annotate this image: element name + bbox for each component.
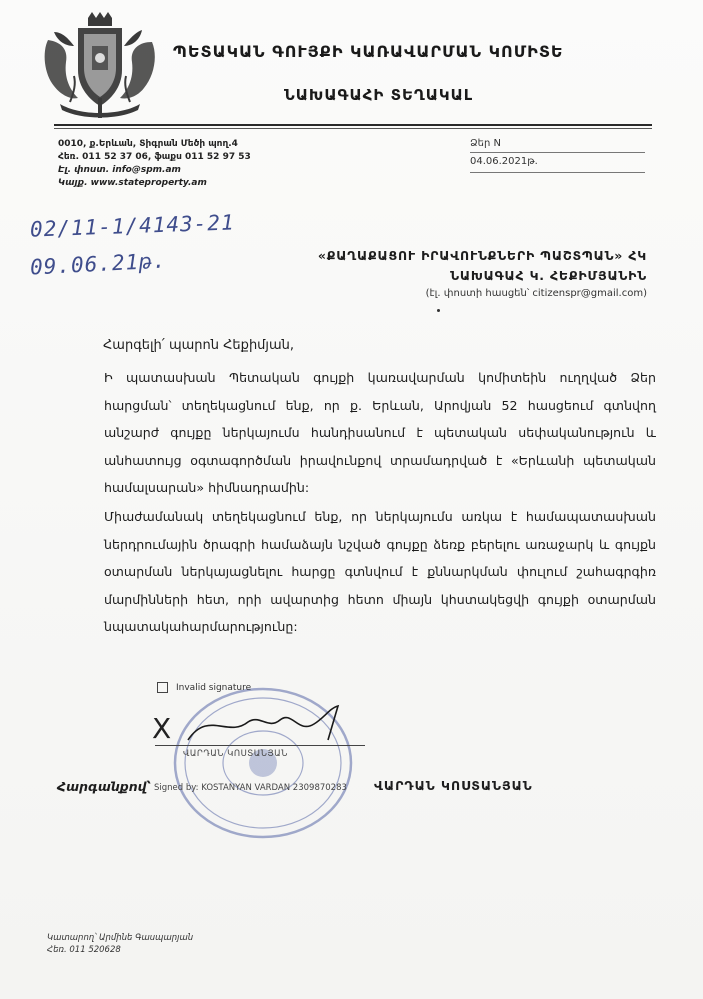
contact-address: 0010, ք.Երևան, Տիգրան Մեծի պող.4 bbox=[58, 139, 238, 149]
handwritten-reg-date: 09.06.21թ. bbox=[29, 248, 167, 280]
regards-label: Հարգանքով՝ bbox=[57, 779, 151, 794]
reference-block bbox=[470, 138, 645, 173]
signature-line bbox=[155, 745, 365, 746]
paragraph-1: Ի պատասխան Պետական գույքի կառավարման կոմիտեին ուղղված Ձեր հարցման՝ տեղեկացնում ենք, որ ք. Երևան, Արովյան 52 հասցեում գտնվող անշարժ գույքը ներկայումս հանդիսանում է պետական սեփականություն և անհատույց օգտագործման իրավունքով տրամադրված է «Երևանի պետական համալսարան» հիմնադրամին: bbox=[104, 370, 656, 495]
signed-by-text: Signed by: KOSTANYAN VARDAN 2309870283 bbox=[154, 783, 347, 793]
contact-email: Էլ. փոստ. info@spm.am bbox=[58, 165, 181, 175]
your-number-field: Ձեր N bbox=[470, 138, 645, 153]
certificate-icon bbox=[157, 682, 168, 693]
footer-executor: Կատարող՝ Արմինե Գասպարյան bbox=[47, 933, 194, 943]
header-rule-thin bbox=[54, 128, 652, 129]
signer-name: ՎԱՐԴԱՆ ԿՈՍՏԱՆՅԱՆ bbox=[374, 778, 533, 793]
ink-dot bbox=[437, 309, 440, 312]
greeting: Հարգելի՛ պարոն Հեքիմյան, bbox=[103, 338, 294, 353]
signature-x-mark: X bbox=[152, 712, 172, 745]
handwritten-signature-icon bbox=[168, 700, 358, 750]
addressee-org: «ՔԱՂԱՔԱՑՈՒ ԻՐԱՎՈՒՆՔՆԵՐԻ ՊԱՇՏՊԱՆ» ՀԿ bbox=[317, 248, 647, 263]
signature-name-caption: ՎԱՐԴԱՆ ԿՈՍՏԱՆՅԱՆ bbox=[183, 749, 288, 759]
cert-status-text: Invalid signature bbox=[176, 683, 252, 693]
paragraph-2: Միաժամանակ տեղեկացնում ենք, որ ներկայումս առկա է համապատասխան ներդրումային ծրագրի համաձայն նշված գույքը ձեռք բերելու առաջարկ և գույքն օտարման ներկայացնելու հարցը գտնվում է քննարկման փուլում շահագրգիռ մարմինների հետ, որի ավարտից հետո միայն կհստակեցվի գույքի օտարման նպատակահարմարությունը: bbox=[104, 509, 656, 634]
org-title: ՊԵՏԱԿԱՆ ԳՈՒՅՔԻ ԿԱՌԱՎԱՐՄԱՆ ԿՈՄԻՏԵ bbox=[173, 42, 564, 61]
addressee-person: ՆԱԽԱԳԱՀ Կ. ՀԵՔԻՄՅԱՆԻՆ bbox=[450, 268, 647, 283]
signature-certificate-status bbox=[157, 682, 251, 693]
contact-website: Կայք. www.stateproperty.am bbox=[58, 178, 207, 188]
armenia-coat-of-arms-icon bbox=[40, 12, 160, 120]
header-rule bbox=[54, 124, 652, 126]
contact-phone: Հեռ. 011 52 37 06, ֆաքս 011 52 97 53 bbox=[58, 152, 251, 162]
reference-date: 04.06.2021թ. bbox=[470, 155, 645, 173]
footer-block bbox=[47, 932, 193, 956]
handwritten-reg-number: 02/11-1/4143-21 bbox=[29, 210, 236, 242]
addressee-block bbox=[318, 246, 647, 302]
contact-block bbox=[58, 138, 251, 190]
footer-phone: Հեռ. 011 520628 bbox=[47, 945, 121, 955]
addressee-email: (էլ. փոստի հասցեն՝ citizenspr@gmail.com) bbox=[425, 288, 647, 299]
org-subtitle: ՆԱԽԱԳԱՀԻ ՏԵՂԱԿԱԼ bbox=[284, 86, 474, 104]
